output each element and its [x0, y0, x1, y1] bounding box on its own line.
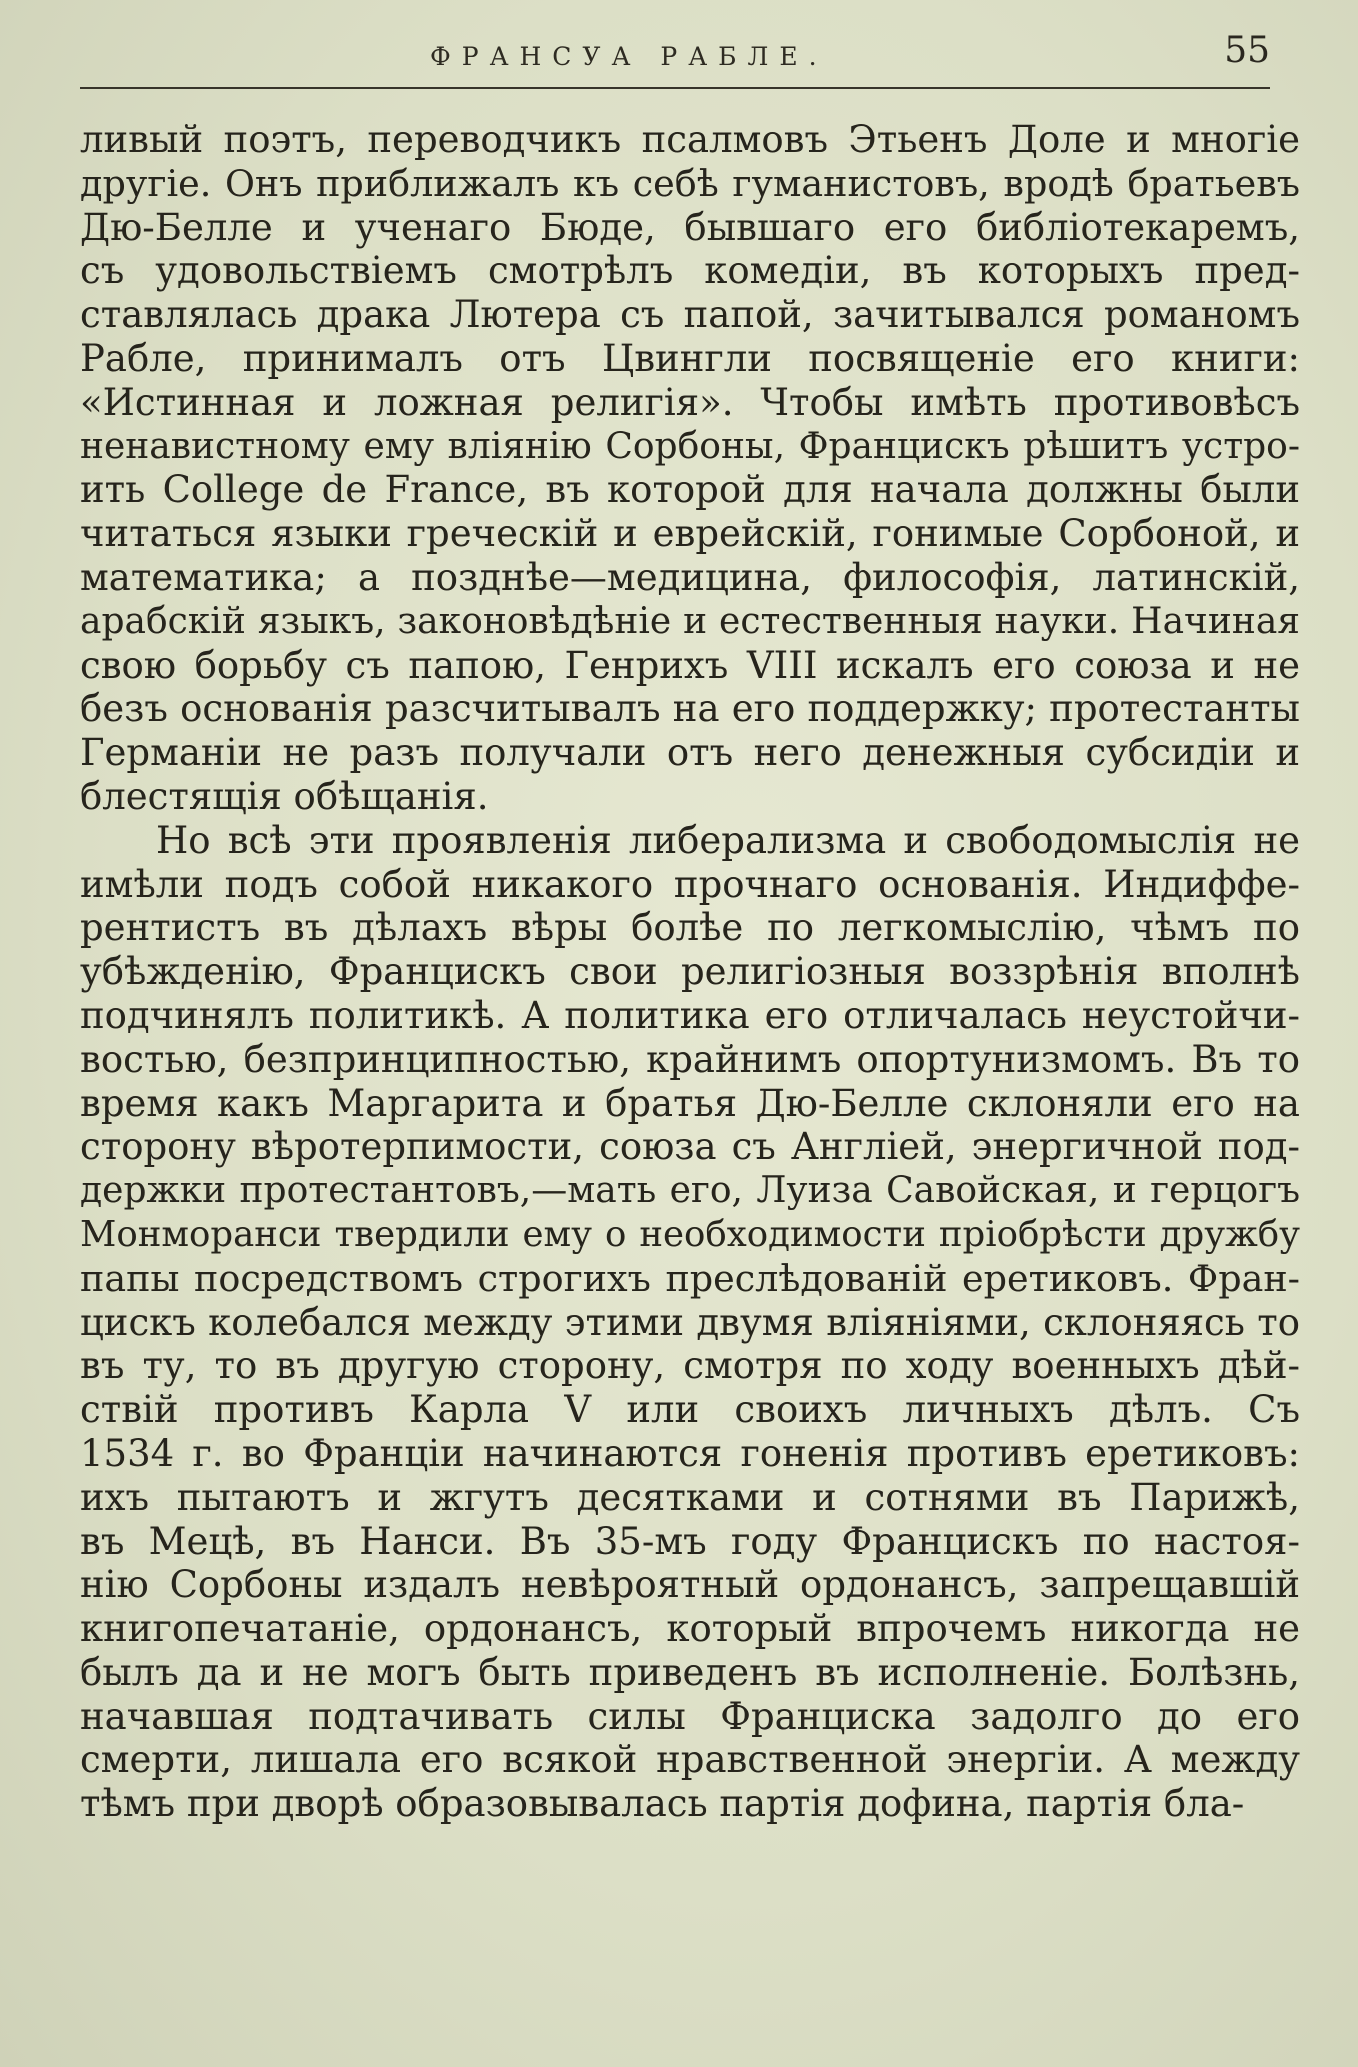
text-line: папы посредствомъ строгихъ преслѣдованій еретиковъ. Фран-	[80, 1256, 1300, 1300]
text-line: ить College de France, въ которой для начала должны были	[80, 468, 1300, 512]
text-line: ненавистному ему вліянію Сорбоны, Францискъ рѣшитъ устро-	[80, 425, 1300, 467]
text-line: смерти, лишала его всякой нравственной энергіи. А между	[80, 1738, 1300, 1782]
text-line: убѣжденію, Францискъ свои религіозныя воззрѣнія вполнѣ	[80, 950, 1300, 994]
text-line: цискъ колебался между этими двумя вліяніями, склоняясь то	[80, 1300, 1300, 1344]
text-line: Но всѣ эти проявленія либерализма и свободомыслія не	[156, 818, 1300, 862]
text-line: Монморанси твердили ему о необходимости пріобрѣсти дружбу	[80, 1213, 1300, 1255]
text-line: книгопечатаніе, ордонансъ, который впрочемъ никогда не	[80, 1607, 1300, 1651]
text-line: Рабле, принималъ отъ Цвингли посвященіе его книги:	[80, 336, 1300, 380]
text-line: «Истинная и ложная религія». Чтобы имѣть противовѣсъ	[80, 380, 1300, 424]
text-line: арабскій языкъ, законовѣдѣніе и естественныя науки. Начиная	[80, 600, 1300, 642]
text-line: ливый поэтъ, переводчикъ псалмовъ Этьенъ Доле и многіе	[80, 118, 1300, 161]
text-line: свою борьбу съ папою, Генрихъ VIII искалъ его союза и не	[80, 643, 1300, 687]
text-line: другіе. Онъ приближалъ къ себѣ гуманистовъ, вродѣ братьевъ	[80, 161, 1300, 205]
text-line: читаться языки греческій и еврейскій, гонимые Сорбоной, и	[80, 512, 1300, 556]
text-line: сторону вѣротерпимости, союза съ Англіей, энергичной под-	[80, 1125, 1300, 1169]
text-line: ствій противъ Карла V или своихъ личныхъ дѣлъ. Съ	[80, 1388, 1300, 1432]
text-line: тѣмъ при дворѣ образовывалась партія дофина, партія бла-	[80, 1782, 1245, 1826]
paragraph	[80, 819, 1300, 1826]
text-line: начавшая подтачивать силы Франциска задолго до его	[80, 1694, 1300, 1738]
text-line: имѣли подъ собой никакого прочнаго основанія. Индиффе-	[80, 862, 1300, 906]
text-line: въ Мецѣ, въ Нанси. Въ 35-мъ году Францискъ по настоя-	[80, 1519, 1300, 1563]
text-line: время какъ Маргарита и братья Дю-Белле склоняли его на	[80, 1081, 1300, 1125]
text-line: въ ту, то въ другую сторону, смотря по ходу военныхъ дѣй-	[80, 1344, 1300, 1388]
text-line: Германіи не разъ получали отъ него денежныя субсидіи и	[80, 731, 1300, 775]
text-line: блестящія обѣщанія.	[80, 774, 489, 818]
running-head	[80, 30, 1270, 90]
running-title: ФРАНСУА РАБЛЕ.	[430, 42, 828, 71]
text-line: подчинялъ политикѣ. А политика его отличалась неустойчи-	[80, 993, 1300, 1037]
text-line: съ удовольствіемъ смотрѣлъ комедіи, въ которыхъ пред-	[80, 249, 1300, 293]
text-line: 1534 г. во Франціи начинаются гоненія противъ еретиковъ:	[80, 1431, 1300, 1475]
page-number: 55	[1224, 30, 1270, 71]
text-line: держки протестантовъ,—мать его, Луиза Савойская, и герцогъ	[80, 1170, 1300, 1212]
text-line: Дю-Белле и ученаго Бюде, бывшаго его библіотекаремъ,	[80, 205, 1300, 249]
body-text	[80, 118, 1300, 1826]
text-line: математика; а позднѣе—медицина, философія, латинскій,	[80, 555, 1300, 599]
text-line: ихъ пытаютъ и жгутъ десятками и сотнями въ Парижѣ,	[80, 1475, 1300, 1519]
header-rule	[80, 87, 1270, 89]
text-line: востью, безпринципностью, крайнимъ опортунизмомъ. Въ то	[80, 1037, 1300, 1081]
text-line: былъ да и не могъ быть приведенъ въ исполненіе. Болѣзнь,	[80, 1650, 1300, 1694]
paragraph	[80, 118, 1300, 819]
text-line: рентистъ въ дѣлахъ вѣры болѣе по легкомыслію, чѣмъ по	[80, 906, 1300, 950]
text-line: безъ основанія разсчитывалъ на его поддержку; протестанты	[80, 687, 1300, 731]
text-line: нію Сорбоны издалъ невѣроятный ордонансъ, запрещавшій	[80, 1563, 1300, 1607]
text-line: ставлялась драка Лютера съ папой, зачитывался романомъ	[80, 293, 1300, 337]
